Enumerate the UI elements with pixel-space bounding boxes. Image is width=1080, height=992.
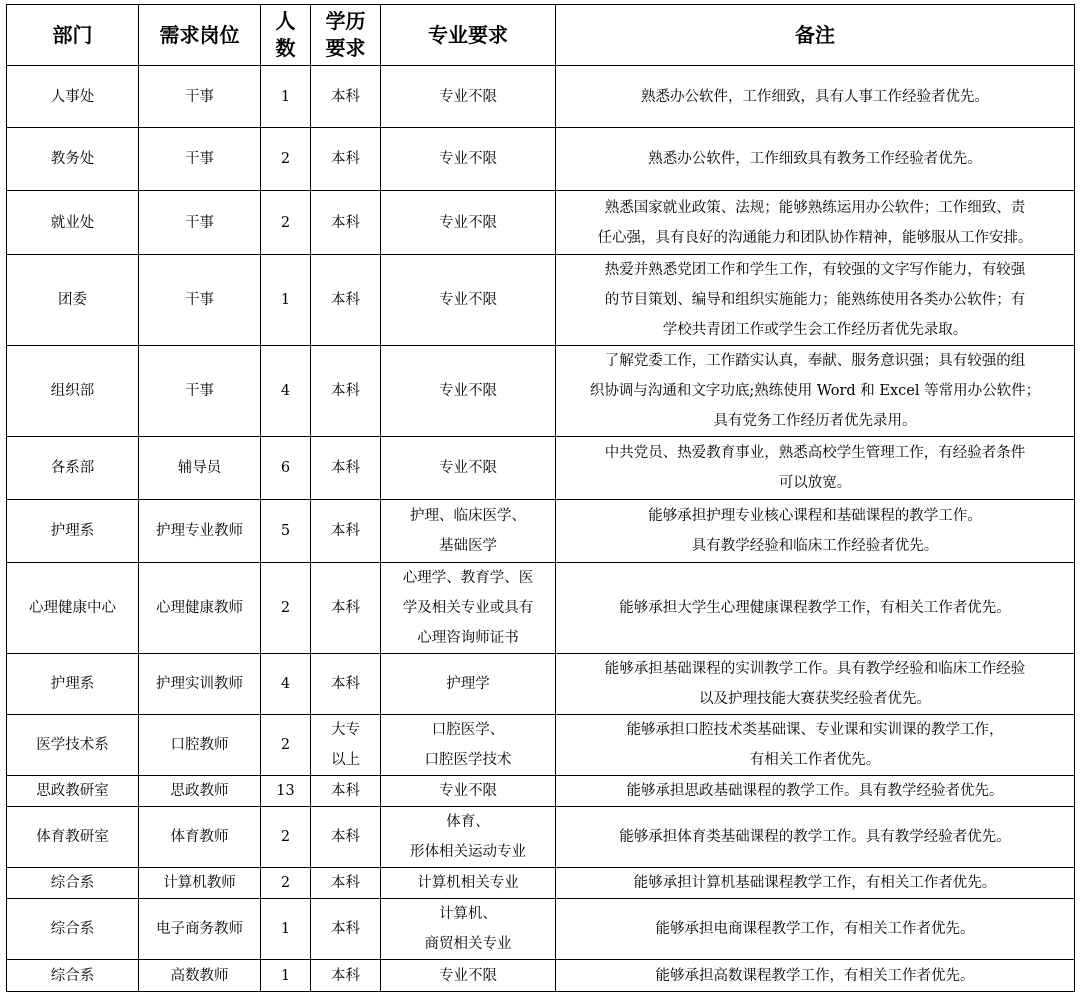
cell-education bbox=[311, 715, 381, 776]
cell-department: 综合系 bbox=[7, 899, 139, 960]
cell-remarks-line: 能够承担思政基础课程的教学工作。具有教学经验者优先。 bbox=[626, 783, 1004, 799]
cell-education-line: 本科 bbox=[331, 292, 360, 308]
cell-remarks-line: 能够承担口腔技术类基础课、专业课和实训课的教学工作， bbox=[626, 722, 1004, 738]
cell-education-line: 本科 bbox=[331, 460, 360, 476]
cell-department: 综合系 bbox=[7, 868, 139, 899]
cell-major-line: 专业不限 bbox=[439, 783, 497, 799]
cell-education bbox=[311, 437, 381, 500]
cell-remarks-line: 的节目策划、编导和组织实施能力；能熟练使用各类办公软件；有 bbox=[604, 292, 1026, 308]
cell-remarks-line: 能够承担高数课程教学工作，有相关工作者优先。 bbox=[655, 967, 975, 984]
cell-education-line: 本科 bbox=[331, 151, 360, 167]
cell-major-line: 专业不限 bbox=[439, 88, 497, 105]
cell-education bbox=[311, 899, 381, 960]
cell-position: 护理专业教师 bbox=[139, 500, 261, 563]
cell-remarks-line: 有相关工作者优先。 bbox=[749, 752, 881, 768]
cell-department: 教务处 bbox=[7, 128, 139, 191]
cell-remarks-line: 织协调与沟通和文字功底;熟练使用 Word 和 Excel 等常用办公软件； bbox=[589, 383, 1041, 399]
cell-education bbox=[311, 191, 381, 255]
cell-department: 思政教研室 bbox=[7, 776, 139, 807]
cell-department: 组织部 bbox=[7, 346, 139, 437]
cell-remarks bbox=[556, 868, 1075, 899]
cell-position: 高数教师 bbox=[139, 960, 261, 992]
cell-major-line: 专业不限 bbox=[439, 460, 497, 476]
cell-major-line: 专业不限 bbox=[439, 967, 497, 984]
cell-department: 团委 bbox=[7, 255, 139, 346]
cell-education-line: 本科 bbox=[331, 676, 360, 692]
cell-major-line: 专业不限 bbox=[439, 214, 497, 231]
cell-major bbox=[381, 66, 556, 128]
cell-education bbox=[311, 128, 381, 191]
cell-major bbox=[381, 715, 556, 776]
cell-remarks-line: 能够承担体育类基础课程的教学工作。具有教学经验者优先。 bbox=[619, 829, 1011, 845]
cell-major bbox=[381, 899, 556, 960]
table-row bbox=[7, 128, 1075, 191]
cell-count: 2 bbox=[261, 563, 311, 654]
cell-education-line: 本科 bbox=[331, 875, 360, 891]
cell-remarks bbox=[556, 437, 1075, 500]
cell-department: 人事处 bbox=[7, 66, 139, 128]
cell-count: 1 bbox=[261, 66, 311, 128]
cell-major bbox=[381, 191, 556, 255]
cell-department: 各系部 bbox=[7, 437, 139, 500]
cell-education-line: 大专 bbox=[331, 722, 360, 738]
cell-position: 辅导员 bbox=[139, 437, 261, 500]
cell-major bbox=[381, 776, 556, 807]
cell-education bbox=[311, 500, 381, 563]
cell-position: 护理实训教师 bbox=[139, 654, 261, 715]
header-remarks: 备注 bbox=[556, 5, 1075, 66]
cell-education bbox=[311, 255, 381, 346]
cell-count: 2 bbox=[261, 807, 311, 868]
cell-department: 综合系 bbox=[7, 960, 139, 992]
cell-remarks bbox=[556, 715, 1075, 776]
recruitment-table bbox=[6, 4, 1075, 992]
cell-remarks-line: 任心强，具有良好的沟通能力和团队协作精神，能够服从工作安排。 bbox=[597, 229, 1033, 246]
cell-remarks-line: 热爱并熟悉党团工作和学生工作，有较强的文字写作能力，有较强 bbox=[604, 262, 1026, 278]
cell-position: 干事 bbox=[139, 346, 261, 437]
table-row bbox=[7, 654, 1075, 715]
cell-position: 体育教师 bbox=[139, 807, 261, 868]
header-major: 专业要求 bbox=[381, 5, 556, 66]
cell-education-line: 本科 bbox=[331, 523, 360, 539]
cell-remarks-line: 能够承担基础课程的实训教学工作。具有教学经验和临床工作经验 bbox=[604, 661, 1026, 677]
cell-position: 干事 bbox=[139, 191, 261, 255]
cell-count: 2 bbox=[261, 715, 311, 776]
table-row bbox=[7, 868, 1075, 899]
cell-position: 干事 bbox=[139, 66, 261, 128]
table-row bbox=[7, 715, 1075, 776]
cell-department: 医学技术系 bbox=[7, 715, 139, 776]
cell-major bbox=[381, 654, 556, 715]
cell-education-line: 以上 bbox=[331, 752, 360, 768]
cell-major bbox=[381, 868, 556, 899]
cell-major bbox=[381, 346, 556, 437]
cell-major-line: 专业不限 bbox=[439, 292, 497, 308]
table-row bbox=[7, 191, 1075, 255]
cell-major-line: 计算机相关专业 bbox=[417, 875, 519, 891]
cell-major-line: 心理学、教育学、医 bbox=[402, 570, 534, 586]
cell-department: 心理健康中心 bbox=[7, 563, 139, 654]
cell-major-line: 口腔医学技术 bbox=[424, 752, 512, 768]
cell-remarks-line: 了解党委工作，工作踏实认真，奉献、服务意识强；具有较强的组 bbox=[604, 353, 1026, 369]
cell-education-line: 本科 bbox=[331, 783, 360, 799]
cell-education bbox=[311, 563, 381, 654]
cell-remarks bbox=[556, 807, 1075, 868]
cell-major-line: 专业不限 bbox=[439, 151, 497, 167]
cell-major-line: 形体相关运动专业 bbox=[410, 844, 526, 860]
cell-remarks-line: 能够承担护理专业核心课程和基础课程的教学工作。 bbox=[648, 508, 982, 524]
cell-education bbox=[311, 66, 381, 128]
header-education-line: 要求 bbox=[325, 36, 366, 60]
cell-count: 5 bbox=[261, 500, 311, 563]
cell-position: 心理健康教师 bbox=[139, 563, 261, 654]
cell-education-line: 本科 bbox=[331, 88, 360, 105]
cell-count: 2 bbox=[261, 191, 311, 255]
cell-remarks bbox=[556, 128, 1075, 191]
cell-major-line: 学及相关专业或具有 bbox=[402, 600, 534, 616]
table-body bbox=[7, 66, 1075, 992]
cell-education-line: 本科 bbox=[331, 921, 360, 937]
table-row bbox=[7, 66, 1075, 128]
cell-position: 干事 bbox=[139, 128, 261, 191]
cell-remarks bbox=[556, 66, 1075, 128]
cell-education-line: 本科 bbox=[331, 829, 360, 845]
cell-major-line: 专业不限 bbox=[439, 383, 497, 399]
table-row bbox=[7, 899, 1075, 960]
table-row bbox=[7, 255, 1075, 346]
cell-education bbox=[311, 776, 381, 807]
cell-remarks-line: 学校共青团工作或学生会工作经历者优先录取。 bbox=[662, 322, 968, 338]
cell-major-line: 护理学 bbox=[446, 676, 490, 692]
cell-remarks-line: 可以放宽。 bbox=[778, 475, 852, 491]
cell-education-line: 本科 bbox=[331, 600, 360, 616]
header-education bbox=[311, 5, 381, 66]
cell-remarks-line: 中共党员、热爱教育事业，熟悉高校学生管理工作，有经验者条件 bbox=[604, 445, 1026, 461]
cell-count: 4 bbox=[261, 346, 311, 437]
cell-major-line: 口腔医学、 bbox=[431, 722, 505, 738]
cell-major bbox=[381, 437, 556, 500]
cell-remarks-line: 以及护理技能大赛获奖经验者优先。 bbox=[699, 691, 931, 707]
table-row bbox=[7, 776, 1075, 807]
cell-count: 1 bbox=[261, 899, 311, 960]
cell-education-line: 本科 bbox=[331, 383, 360, 399]
cell-remarks bbox=[556, 191, 1075, 255]
cell-major bbox=[381, 960, 556, 992]
cell-position: 干事 bbox=[139, 255, 261, 346]
cell-remarks-line: 熟悉国家就业政策、法规；能够熟练运用办公软件；工作细致、责 bbox=[604, 199, 1026, 216]
cell-count: 1 bbox=[261, 960, 311, 992]
cell-remarks bbox=[556, 899, 1075, 960]
cell-major bbox=[381, 128, 556, 191]
cell-major bbox=[381, 500, 556, 563]
cell-education bbox=[311, 960, 381, 992]
table-row bbox=[7, 563, 1075, 654]
cell-remarks-line: 能够承担大学生心理健康课程教学工作，有相关工作者优先。 bbox=[619, 600, 1011, 616]
cell-major bbox=[381, 563, 556, 654]
cell-count: 2 bbox=[261, 128, 311, 191]
cell-remarks-line: 熟悉办公软件，工作细致，具有人事工作经验者优先。 bbox=[641, 88, 989, 105]
cell-major-line: 护理、临床医学、 bbox=[410, 508, 526, 524]
header-count bbox=[261, 5, 311, 66]
cell-count: 13 bbox=[261, 776, 311, 807]
cell-remarks-line: 能够承担计算机基础课程教学工作，有相关工作者优先。 bbox=[633, 875, 997, 891]
table-row bbox=[7, 960, 1075, 992]
cell-remarks bbox=[556, 563, 1075, 654]
cell-position: 计算机教师 bbox=[139, 868, 261, 899]
cell-remarks-line: 具有教学经验和临床工作经验者优先。 bbox=[691, 538, 939, 554]
cell-remarks-line: 具有党务工作经历者优先录用。 bbox=[713, 413, 917, 429]
cell-position: 口腔教师 bbox=[139, 715, 261, 776]
cell-education bbox=[311, 807, 381, 868]
header-education-line: 学历 bbox=[325, 9, 366, 33]
header-department: 部门 bbox=[7, 5, 139, 66]
cell-remarks-line: 能够承担电商课程教学工作，有相关工作者优先。 bbox=[655, 921, 975, 937]
cell-remarks bbox=[556, 500, 1075, 563]
cell-major-line: 商贸相关专业 bbox=[424, 936, 512, 952]
cell-major-line: 心理咨询师证书 bbox=[417, 630, 519, 646]
table-row bbox=[7, 346, 1075, 437]
cell-department: 护理系 bbox=[7, 654, 139, 715]
header-count-line: 数 bbox=[275, 36, 296, 60]
cell-major-line: 基础医学 bbox=[439, 538, 497, 554]
cell-count: 6 bbox=[261, 437, 311, 500]
cell-major-line: 体育、 bbox=[446, 814, 490, 830]
cell-education-line: 本科 bbox=[331, 214, 360, 231]
cell-remarks-line: 熟悉办公软件，工作细致具有教务工作经验者优先。 bbox=[648, 151, 982, 167]
cell-education bbox=[311, 346, 381, 437]
header-position: 需求岗位 bbox=[139, 5, 261, 66]
cell-count: 4 bbox=[261, 654, 311, 715]
cell-education bbox=[311, 654, 381, 715]
cell-remarks bbox=[556, 346, 1075, 437]
table-row bbox=[7, 500, 1075, 563]
cell-education-line: 本科 bbox=[331, 967, 360, 984]
cell-department: 护理系 bbox=[7, 500, 139, 563]
cell-count: 2 bbox=[261, 868, 311, 899]
cell-major bbox=[381, 255, 556, 346]
cell-count: 1 bbox=[261, 255, 311, 346]
header-row bbox=[7, 5, 1075, 66]
cell-education bbox=[311, 868, 381, 899]
cell-major bbox=[381, 807, 556, 868]
cell-department: 体育教研室 bbox=[7, 807, 139, 868]
cell-position: 思政教师 bbox=[139, 776, 261, 807]
header-count-line: 人 bbox=[275, 9, 296, 33]
cell-remarks bbox=[556, 776, 1075, 807]
cell-remarks bbox=[556, 255, 1075, 346]
cell-department: 就业处 bbox=[7, 191, 139, 255]
cell-position: 电子商务教师 bbox=[139, 899, 261, 960]
cell-remarks bbox=[556, 960, 1075, 992]
table-row bbox=[7, 807, 1075, 868]
cell-major-line: 计算机、 bbox=[439, 906, 497, 922]
cell-remarks bbox=[556, 654, 1075, 715]
table-row bbox=[7, 437, 1075, 500]
